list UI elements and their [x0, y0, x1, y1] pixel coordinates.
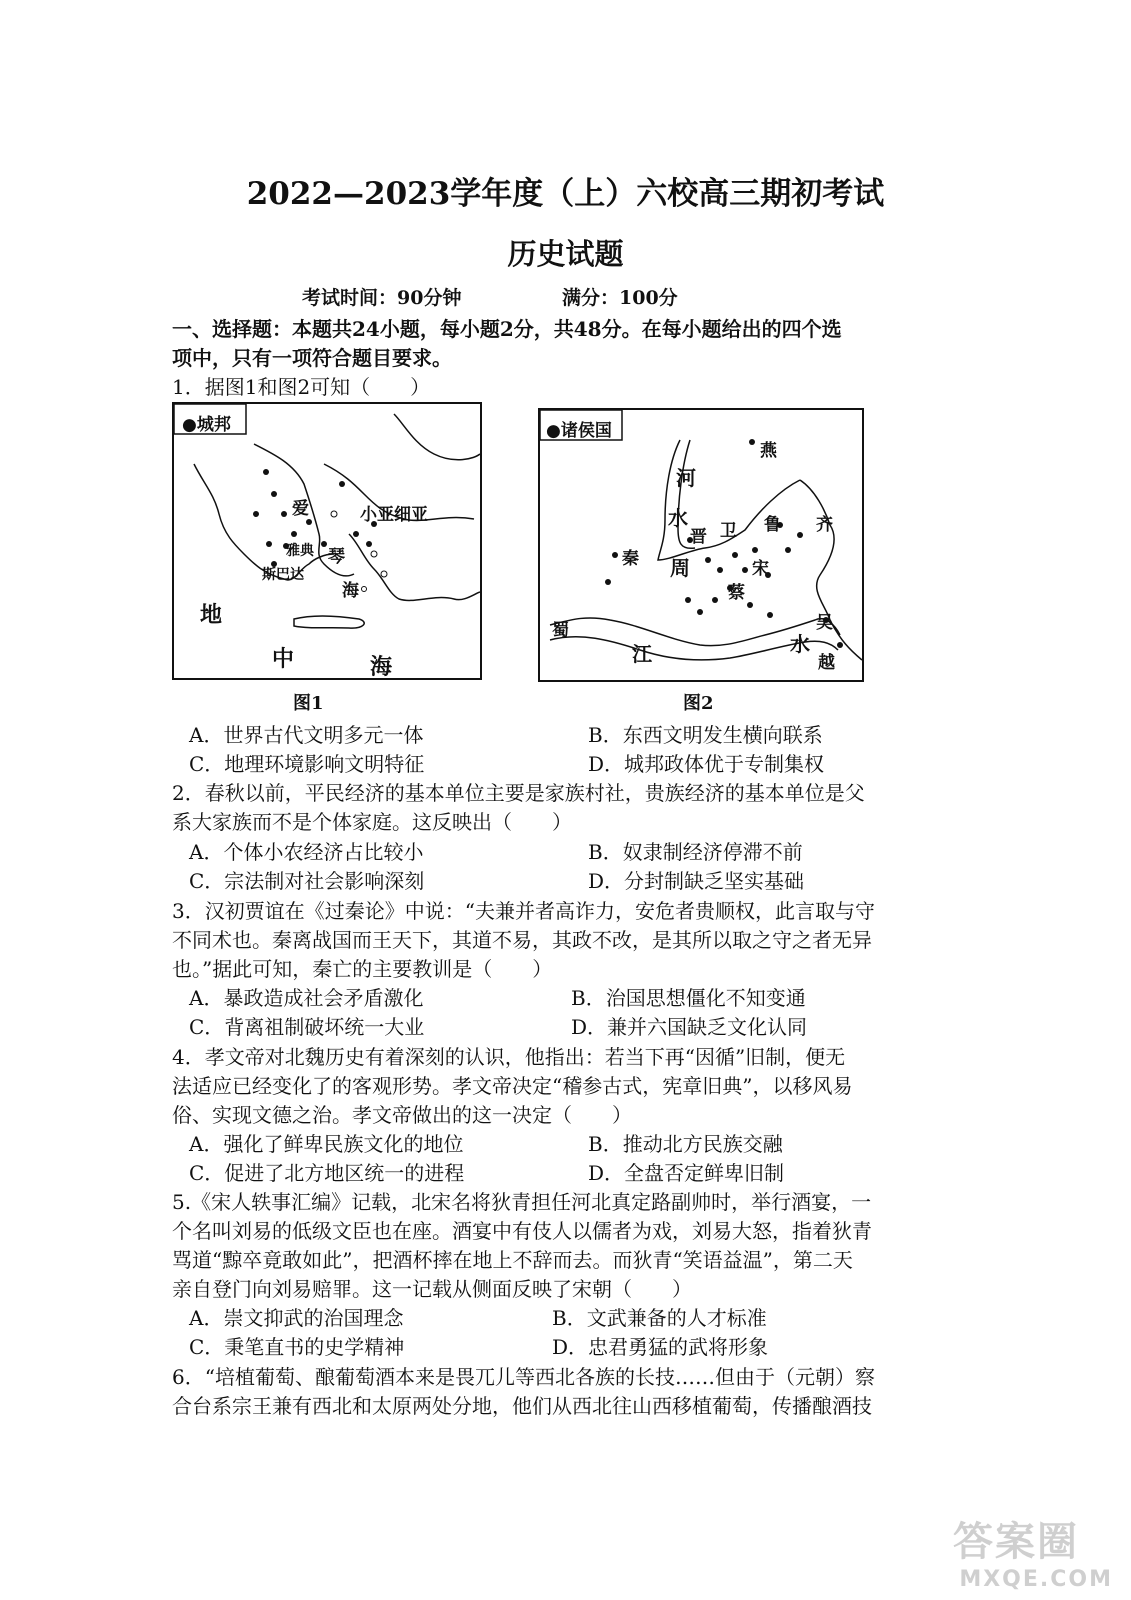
map1-label: 地	[200, 603, 223, 628]
map-city-states-drawing	[174, 404, 480, 678]
map2-state-dot	[732, 552, 738, 558]
q6-stem-line2: 合台系宗王兼有西北和太原两处分地，他们从西北往山西移植葡萄，传播酿酒技	[172, 1394, 872, 1418]
exam-time: 考试时间：90分钟	[302, 287, 462, 309]
section-instruction-line2: 项中，只有一项符合题目要求。	[172, 346, 452, 370]
watermark-main: 答案圈	[953, 1519, 1079, 1565]
map2-label: 秦	[622, 549, 639, 569]
map1-label: 斯巴达	[262, 567, 304, 583]
q6-stem-line1: 6．“培植葡萄、酿葡萄酒本来是畏兀儿等西北各族的长技……但由于（元朝）察	[172, 1365, 875, 1389]
map1-caption: 图1	[293, 693, 324, 714]
map1-crete	[294, 616, 364, 628]
map2-label: 齐	[816, 515, 833, 535]
q3-stem-line1: 3．汉初贾谊在《过秦论》中说：“夫兼并者高诈力，安危者贵顺权，此言取与守	[172, 899, 875, 923]
map1-city-dot	[281, 511, 287, 517]
map1-city-dot	[291, 531, 297, 537]
map1-island	[362, 587, 367, 592]
q5-stem-line1: 5.《宋人轶事汇编》记载，北宋名将狄青担任河北真定路副帅时，举行酒宴，一	[172, 1190, 872, 1214]
q1-option-d: D．城邦政体优于专制集权	[588, 752, 825, 776]
watermark-url: MXQE.COM	[959, 1567, 1113, 1592]
map2-state-dot	[767, 612, 773, 618]
q5-stem-line4: 亲自登门向刘易赔罪。这一记载从侧面反映了宋朝（ ）	[172, 1277, 692, 1301]
q2-option-a: A．个体小农经济占比较小	[189, 840, 424, 864]
map2-label: 水	[790, 632, 810, 656]
q5-option-d: D．忠君勇猛的武将形象	[552, 1335, 769, 1359]
map2-state-dot	[697, 609, 703, 615]
q2-stem-line2: 系大家族而不是个体家庭。这反映出（ ）	[172, 810, 572, 834]
map2-label: 燕	[760, 441, 777, 461]
map1-city-dot	[353, 531, 359, 537]
q1-option-a: A．世界古代文明多元一体	[189, 723, 424, 747]
q3-option-a: A．暴政造成社会矛盾激化	[189, 986, 424, 1010]
q1-option-b: B．东西文明发生横向联系	[588, 723, 823, 747]
watermark-logo	[953, 1510, 1113, 1590]
map2-label: 蜀	[552, 621, 569, 641]
q4-option-a: A．强化了鲜卑民族文化的地位	[189, 1132, 464, 1156]
map2-label: 晋	[690, 527, 707, 547]
map2-label: 蔡	[728, 583, 745, 603]
map1-city-dot	[339, 481, 345, 487]
q3-stem-line3: 也。”据此可知，秦亡的主要教训是（ ）	[172, 957, 553, 981]
map2-label: 鲁	[764, 515, 781, 535]
q2-stem-line1: 2．春秋以前，平民经济的基本单位主要是家族村社，贵族经济的基本单位是父	[172, 781, 865, 805]
q2-option-b: B．奴隶制经济停滞不前	[588, 840, 803, 864]
section-instruction-line1: 一、选择题：本题共24小题，每小题2分，共48分。在每小题给出的四个选	[172, 317, 842, 341]
map2-label: 水	[668, 506, 688, 530]
map2-label: 卫	[720, 521, 737, 541]
q3-stem-line2: 不同术也。秦离战国而王天下，其道不易，其政不改，是其所以取之守之者无异	[172, 928, 872, 952]
q4-option-b: B．推动北方民族交融	[588, 1132, 783, 1156]
q3-option-c: C．背离祖制破坏统一大业	[189, 1015, 425, 1039]
q5-stem-line2: 个名叫刘易的低级文臣也在座。酒宴中有伎人以儒者为戏，刘易大怒，指着狄青	[172, 1219, 872, 1243]
q3-option-b: B．治国思想僵化不知变通	[571, 986, 806, 1010]
q2-option-d: D．分封制缺乏坚实基础	[588, 869, 805, 893]
map-vassal-states	[538, 408, 864, 682]
map2-legend: ●诸侯国	[546, 421, 612, 441]
full-score: 满分：100分	[562, 287, 678, 309]
map2-state-dot	[605, 579, 611, 585]
map2-state-dot	[742, 567, 748, 573]
q5-option-b: B．文武兼备的人才标准	[552, 1306, 767, 1330]
map1-island	[371, 551, 377, 557]
map1-label: 海	[342, 581, 359, 601]
q4-stem-line1: 4．孝文帝对北魏历史有着深刻的认识，他指出：若当下再“因循”旧制，便无	[172, 1045, 846, 1069]
map1-island	[331, 511, 337, 517]
q3-option-d: D．兼并六国缺乏文化认同	[571, 1015, 808, 1039]
q1-option-c: C．地理环境影响文明特征	[189, 752, 425, 776]
q5-option-c: C．秉笔直书的史学精神	[189, 1335, 405, 1359]
q4-stem-line2: 法适应已经变化了的客观形势。孝文帝决定“稽参古式，宪章旧典”，以移风易	[172, 1074, 853, 1098]
map2-state-dot	[717, 567, 723, 573]
q4-stem-line3: 俗、实现文德之治。孝文帝做出的这一决定（ ）	[172, 1103, 632, 1127]
q4-option-c: C．促进了北方地区统一的进程	[189, 1161, 465, 1185]
map2-state-dot	[685, 597, 691, 603]
map1-city-dot	[271, 491, 277, 497]
exam-title: 2022—2023学年度（上）六校高三期初考试	[246, 176, 885, 212]
map1-coast-west	[194, 464, 334, 580]
map1-label: 雅典	[286, 543, 314, 559]
q1-stem: 1．据图1和图2可知（ ）	[172, 375, 431, 399]
map2-state-dot	[712, 597, 718, 603]
map2-label: 越	[818, 653, 835, 673]
map1-label: 小亚细亚	[360, 505, 428, 525]
map2-caption: 图2	[683, 693, 714, 714]
map1-city-dot	[306, 519, 312, 525]
q5-option-a: A．崇文抑武的治国理念	[189, 1306, 404, 1330]
map2-state-dot	[797, 532, 803, 538]
map1-city-dot	[253, 511, 259, 517]
map2-label: 江	[632, 642, 652, 666]
map2-state-dot	[612, 552, 618, 558]
map1-label: 爱	[292, 499, 309, 519]
map1-city-dot	[266, 541, 272, 547]
map1-city-dot	[321, 541, 327, 547]
subject-title: 历史试题	[507, 237, 624, 271]
map2-state-dot	[749, 439, 755, 445]
map1-city-dot	[366, 541, 372, 547]
map2-label: 吴	[816, 613, 833, 633]
q5-stem-line3: 骂道“黥卒竟敢如此”，把酒杯摔在地上不辞而去。而狄青“笑语益温”，第二天	[172, 1248, 853, 1272]
map1-label: 琴	[328, 547, 345, 567]
map2-state-dot	[785, 547, 791, 553]
map2-state-dot	[752, 547, 758, 553]
map1-city-dot	[263, 469, 269, 475]
map-city-states	[172, 402, 482, 680]
map2-state-dot	[837, 642, 843, 648]
map2-state-dot	[747, 602, 753, 608]
map1-coast-thrace	[394, 414, 480, 460]
map1-label: 海	[370, 655, 393, 680]
q2-option-c: C．宗法制对社会影响深刻	[189, 869, 425, 893]
map1-island	[381, 571, 387, 577]
q4-option-d: D．全盘否定鲜卑旧制	[588, 1161, 785, 1185]
map2-state-dot	[705, 557, 711, 563]
map2-label: 宋	[752, 559, 769, 579]
map1-legend: ●城邦	[182, 415, 231, 435]
map1-label: 中	[272, 647, 295, 672]
map2-label: 周	[670, 556, 690, 580]
map2-label: 河	[676, 466, 696, 490]
